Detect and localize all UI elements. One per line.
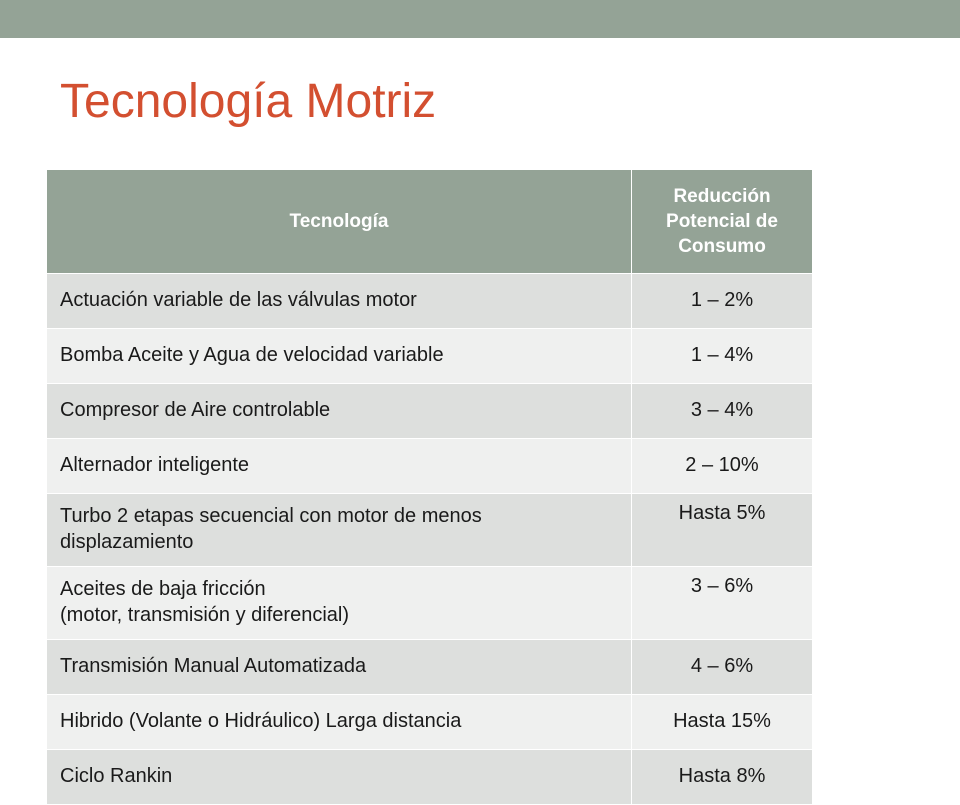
table-row (47, 274, 813, 329)
technology-cell: Transmisión Manual Automatizada (47, 640, 632, 695)
table-row (47, 384, 813, 439)
slide-title: Tecnología Motriz (60, 75, 437, 128)
technology-cell: Ciclo Rankin (47, 750, 632, 805)
header-technology: Tecnología (47, 170, 632, 274)
table-header-row (47, 170, 813, 274)
table-row (47, 494, 813, 567)
table-row (47, 329, 813, 384)
technology-cell: Hibrido (Volante o Hidráulico) Larga distancia (47, 695, 632, 750)
header-reduction: Reducción Potencial de Consumo (632, 170, 813, 274)
reduction-cell: 1 – 4% (632, 329, 813, 384)
reduction-cell: 1 – 2% (632, 274, 813, 329)
table-row (47, 695, 813, 750)
technology-cell: Aceites de baja fricción (motor, transmisión y diferencial) (47, 567, 632, 640)
technology-cell: Turbo 2 etapas secuencial con motor de menos displazamiento (47, 494, 632, 567)
technology-table (46, 169, 813, 805)
table-row (47, 640, 813, 695)
technology-cell: Compresor de Aire controlable (47, 384, 632, 439)
reduction-cell: Hasta 8% (632, 750, 813, 805)
technology-cell: Actuación variable de las válvulas motor (47, 274, 632, 329)
reduction-cell: 3 – 6% (632, 567, 813, 640)
reduction-cell: 2 – 10% (632, 439, 813, 494)
table-row (47, 567, 813, 640)
technology-cell: Bomba Aceite y Agua de velocidad variable (47, 329, 632, 384)
reduction-cell: Hasta 15% (632, 695, 813, 750)
technology-cell: Alternador inteligente (47, 439, 632, 494)
table-row (47, 750, 813, 805)
top-accent-bar (0, 0, 960, 38)
reduction-cell: 4 – 6% (632, 640, 813, 695)
reduction-cell: 3 – 4% (632, 384, 813, 439)
reduction-cell: Hasta 5% (632, 494, 813, 567)
table-row (47, 439, 813, 494)
